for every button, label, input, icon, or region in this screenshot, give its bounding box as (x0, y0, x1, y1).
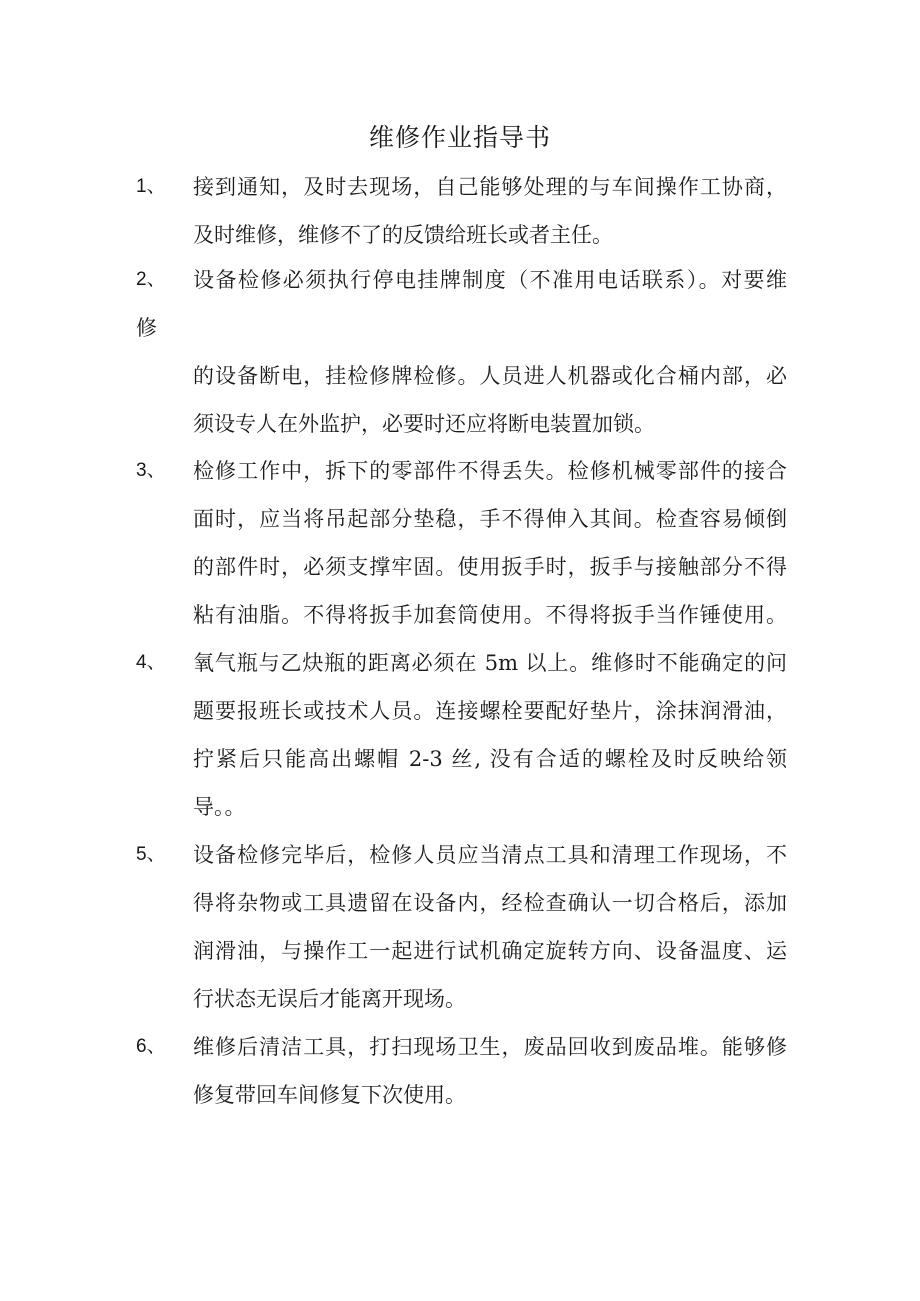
item-5-line-1: 设备检修完毕后，检修人员应当清点工具和清理工作现场，不 (193, 843, 787, 867)
item-1-number: 1、 (136, 176, 166, 197)
item-5-line-4: 行状态无误后才能离开现场。 (193, 987, 466, 1011)
item-2-line-2: 修 (136, 316, 157, 340)
item-3-number: 3、 (136, 460, 166, 481)
item-4-line-1: 氧气瓶与乙炔瓶的距离必须在 5m 以上。维修时不能确定的问 (193, 651, 787, 675)
item-6-number: 6、 (136, 1036, 166, 1057)
item-3-line-2: 面时，应当将吊起部分垫稳，手不得伸入其间。检查容易倾倒 (193, 507, 787, 531)
item-4-line-3: 拧紧后只能高出螺帽 2-3 丝, 没有合适的螺栓及时反映给领 (193, 747, 787, 771)
item-1-line-1: 接到通知，及时去现场，自己能够处理的与车间操作工协商， (193, 175, 787, 199)
item-4-number: 4、 (136, 652, 166, 673)
item-2-line-3: 的设备断电，挂检修牌检修。人员进人机器或化合桶内部，必 (193, 364, 787, 388)
document-title: 维修作业指导书 (368, 123, 551, 152)
item-4-line-2: 题要报班长或技术人员。连接螺栓要配好垫片，涂抹润滑油， (193, 699, 787, 723)
item-5-line-2: 得将杂物或工具遗留在设备内，经检查确认一切合格后，添加 (193, 891, 787, 915)
item-3-line-1: 检修工作中，拆下的零部件不得丢失。检修机械零部件的接合 (193, 459, 787, 483)
item-4-line-4: 导。。 (193, 795, 246, 819)
item-3-line-4: 粘有油脂。不得将扳手加套筒使用。不得将扳手当作锤使用。 (193, 603, 787, 627)
item-6-line-2: 修复带回车间修复下次使用。 (193, 1083, 466, 1107)
item-1-line-2: 及时维修，维修不了的反馈给班长或者主任。 (193, 223, 613, 247)
item-6-line-1: 维修后清洁工具，打扫现场卫生，废品回收到废品堆。能够修 (193, 1035, 787, 1059)
item-2-line-1: 设备检修必须执行停电挂牌制度（不准用电话联系）。对要维 (193, 268, 787, 292)
item-5-line-3: 润滑油，与操作工一起进行试机确定旋转方向、设备温度、运 (193, 939, 787, 963)
item-3-line-3: 的部件时，必须支撑牢固。使用扳手时，扳手与接触部分不得 (193, 555, 787, 579)
item-5-number: 5、 (136, 844, 166, 865)
item-2-number: 2、 (136, 269, 166, 290)
item-2-line-4: 须设专人在外监护，必要时还应将断电装置加锁。 (193, 412, 655, 436)
